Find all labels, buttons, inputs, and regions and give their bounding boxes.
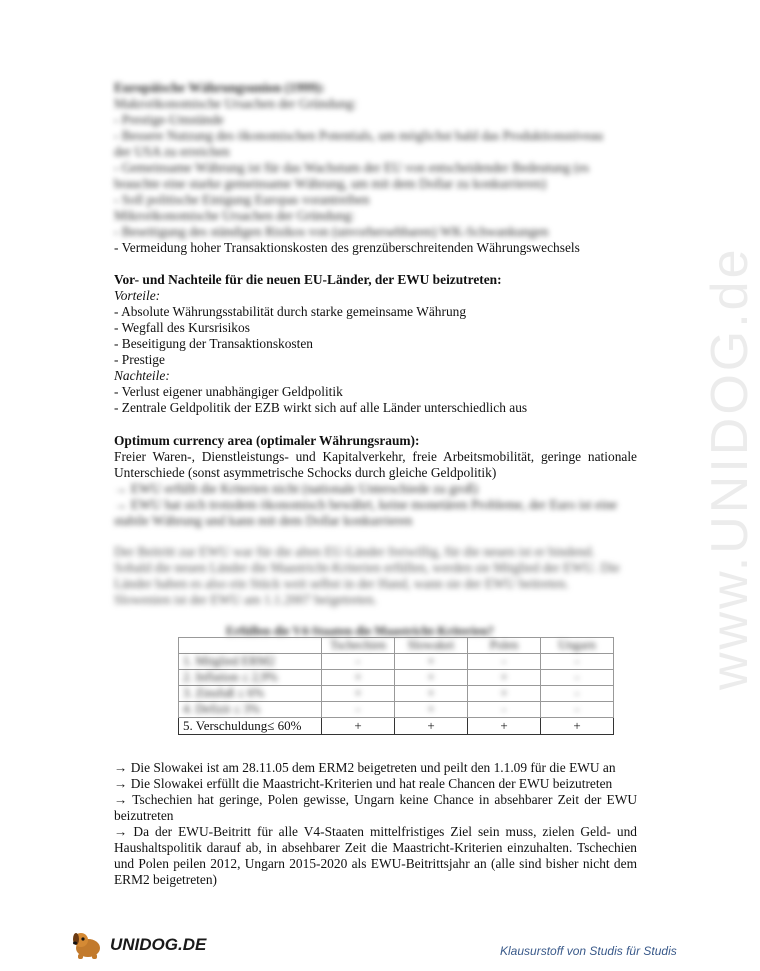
text-line: → Tschechien hat geringe, Polen gewisse, Ungarn keine Chance in absehbarer Zeit der EWU beizutreten bbox=[114, 792, 637, 823]
section-optimum-currency-area bbox=[114, 433, 637, 529]
text-line: → EWU erfüllt die Kriterien nicht (nationale Unterschiede zu groß) bbox=[114, 481, 479, 496]
text-line: Slowenien ist der EWU am 1.1.2007 beigetreten. bbox=[114, 592, 377, 607]
text-line: - Absolute Währungsstabilität durch starke gemeinsame Währung bbox=[114, 304, 467, 319]
table-cell: - bbox=[541, 702, 614, 718]
table-cell: + bbox=[322, 718, 395, 735]
advantages-label: Vorteile: bbox=[114, 288, 161, 303]
table-cell: + bbox=[395, 718, 468, 735]
table-cell: - bbox=[468, 702, 541, 718]
footer-slogan: Klausurstoff von Studis für Studis bbox=[500, 944, 677, 958]
table-cell: 2. Inflation ≤ 2,9% bbox=[179, 670, 322, 686]
table-cell: 4. Defizit ≤ 3% bbox=[179, 702, 322, 718]
paragraph: Freier Waren-, Dienstleistungs- und Kapitalverkehr, freie Arbeitsmobilität, geringe nationale Unterschiede (sonst asymmetrische Schocks durch gleiche Geldpolitik) bbox=[114, 449, 637, 480]
text-line: - Gemeinsame Währung ist für das Wachstum der EU von entscheidender Bedeutung (es bbox=[114, 160, 590, 175]
table-row bbox=[179, 718, 614, 735]
table-cell: + bbox=[395, 654, 468, 670]
text-line: - Wegfall des Kursrisikos bbox=[114, 320, 250, 335]
text-line: der USA zu erreichen bbox=[114, 144, 230, 159]
table-cell: Polen bbox=[468, 638, 541, 654]
table-cell: Slowakei bbox=[395, 638, 468, 654]
text-line: Mikroökonomische Ursachen der Gründung: bbox=[114, 208, 355, 223]
text-line: - Beseitigung der Transaktionskosten bbox=[114, 336, 313, 351]
text-line: → Die Slowakei erfüllt die Maastricht-Kriterien und hat reale Chancen der EWU beizutreten bbox=[114, 776, 613, 791]
section-monetary-union bbox=[114, 80, 637, 256]
text-line: - Verlust eigener unabhängiger Geldpolitik bbox=[114, 384, 343, 399]
dog-mascot-icon bbox=[70, 930, 106, 960]
text-line: - Zentrale Geldpolitik der EZB wirkt sich auf alle Länder unterschiedlich aus bbox=[114, 400, 528, 415]
table-cell: Ungarn bbox=[541, 638, 614, 654]
table-cell: Tschechien bbox=[322, 638, 395, 654]
section-conclusions bbox=[114, 760, 637, 888]
table-cell: - bbox=[322, 654, 395, 670]
table-cell: 3. Zinsfuß ≤ 6% bbox=[179, 686, 322, 702]
disadvantages-label: Nachteile: bbox=[114, 368, 170, 383]
table-cell bbox=[179, 638, 322, 654]
table-cell: + bbox=[322, 686, 395, 702]
criteria-table bbox=[178, 637, 614, 735]
section-title: Europäische Währungsunion (1999): bbox=[114, 80, 325, 95]
table-cell: + bbox=[468, 686, 541, 702]
table-cell: - bbox=[322, 702, 395, 718]
table-row bbox=[179, 670, 614, 686]
blurred-text bbox=[114, 96, 637, 240]
table-cell: + bbox=[468, 670, 541, 686]
table-cell: + bbox=[395, 702, 468, 718]
text-line: - Bessere Nutzung des ökonomischen Potentials, um möglichst bald das Produktionsniveau bbox=[114, 128, 604, 143]
blurred-paragraph bbox=[114, 544, 637, 608]
text-line: Sobald die neuen Länder die Maastricht-Kriterien erfüllen, werden sie Mitglied der EWU. Die bbox=[114, 560, 620, 575]
table-cell: - bbox=[541, 670, 614, 686]
text-line: Makroökonomische Ursachen der Gründung: bbox=[114, 96, 357, 111]
text-line: → EWU hat sich trotzdem ökonomisch bewährt, keine monetären Probleme, der Euro ist eine bbox=[114, 497, 618, 512]
text-line: - Soll politische Einigung Europas vorantreiben bbox=[114, 192, 370, 207]
table-cell: + bbox=[468, 718, 541, 735]
advantages-list bbox=[114, 304, 637, 368]
table-row bbox=[179, 702, 614, 718]
table-cell: - bbox=[541, 686, 614, 702]
text-line: - Vermeidung hoher Transaktionskosten des grenzüberschreitenden Währungswechsels bbox=[114, 240, 580, 255]
disadvantages-list bbox=[114, 384, 637, 416]
table-title: Erfüllen die V4-Staaten die Maastricht-Kriterien? bbox=[226, 624, 494, 638]
table-row bbox=[179, 654, 614, 670]
text-line: stabile Währung und kann mit dem Dollar konkurrieren bbox=[114, 513, 413, 528]
text-line: - Prestige-Umstände bbox=[114, 112, 224, 127]
section-title: Vor- und Nachteile für die neuen EU-Länder, der EWU beizutreten: bbox=[114, 272, 502, 287]
table-cell: 5. Verschuldung≤ 60% bbox=[179, 718, 322, 735]
text-line: → Da der EWU-Beitritt für alle V4-Staaten mittelfristiges Ziel sein muss, zielen Geld- und Haushaltspolitik darauf ab, in absehbarer Zeit die Maastricht-Kriterien einzuhalten. Tschechien und Polen peilen 2012, Ungarn 2015-2020 als EWU-Beitrittsjahr an (alle sind bisher nicht dem ERM2 beigetreten) bbox=[114, 824, 637, 887]
section-pros-cons bbox=[114, 272, 637, 416]
table-row bbox=[179, 686, 614, 702]
blurred-text bbox=[114, 481, 637, 529]
table-cell: + bbox=[395, 670, 468, 686]
table-cell: + bbox=[395, 686, 468, 702]
table-cell: + bbox=[541, 718, 614, 735]
table-row bbox=[179, 638, 614, 654]
table-cell: - bbox=[468, 654, 541, 670]
watermark: www.UNIDOG.de bbox=[701, 246, 759, 690]
logo-text: UNIDOG.DE bbox=[110, 935, 207, 954]
text-line: Länder haben es also ein Stück weit selbst in der Hand, wann sie der EWU beitreten. bbox=[114, 576, 569, 591]
table-cell: 1. Mitglied ERM2 bbox=[179, 654, 322, 670]
text-line: Der Beitritt zur EWU war für die alten EU-Länder freiwillig, für die neuen ist er bindend. bbox=[114, 544, 595, 559]
table-cell: - bbox=[541, 654, 614, 670]
text-line: → Die Slowakei ist am 28.11.05 dem ERM2 beigetreten und peilt den 1.1.09 für die EWU an bbox=[114, 760, 616, 775]
text-line: - Prestige bbox=[114, 352, 165, 367]
text-line: brauchte eine starke gemeinsame Währung, um mit dem Dollar zu konkurrieren) bbox=[114, 176, 547, 191]
section-title: Optimum currency area (optimaler Währungsraum): bbox=[114, 433, 420, 448]
unidog-logo[interactable] bbox=[70, 930, 206, 960]
text-line: - Beseitigung des ständigen Risikos von (unvorhersehbaren) WK-Schwankungen bbox=[114, 224, 549, 239]
table-cell: + bbox=[322, 670, 395, 686]
